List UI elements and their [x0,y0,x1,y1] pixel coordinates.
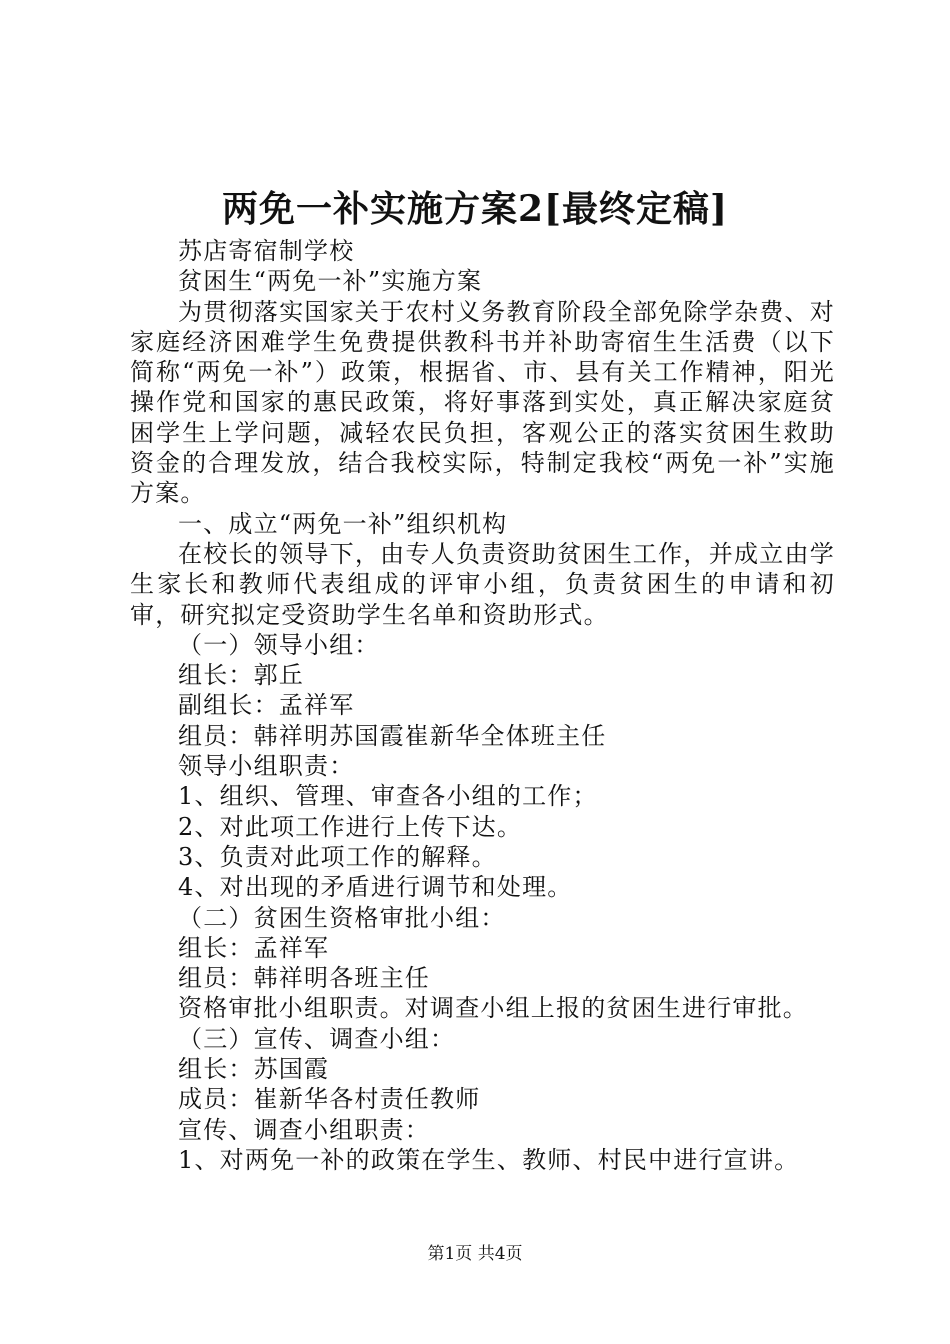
subsection-heading-leadership: （一）领导小组： [178,630,380,659]
list-item: 4、对出现的矛盾进行调节和处理。 [178,873,573,902]
list-item: 领导小组职责： [178,752,355,781]
subsection-heading-approval: （二）贫困生资格审批小组： [178,903,506,932]
list-item: 组员：韩祥明各班主任 [178,964,430,993]
section-heading-1: 一、成立“两免一补”组织机构 [178,509,508,538]
list-item: 资格审批小组职责。对调查小组上报的贫困生进行审批。 [178,994,808,1023]
list-item: 2、对此项工作进行上传下达。 [178,812,523,841]
list-item: 宣传、调查小组职责： [178,1115,430,1144]
section-1-paragraph: 在校长的领导下，由专人负责资助贫困生工作，并成立由学生家长和教师代表组成的评审小组，负责贫困生的申请和初审，研究拟定受资助学生名单和资助形式。 [130,539,835,629]
list-item: 组员：韩祥明苏国霞崔新华全体班主任 [178,721,607,750]
document-body [130,236,835,1175]
page-indicator: 第1页 共4页 [427,1244,523,1264]
list-item: 3、负责对此项工作的解释。 [178,842,497,871]
list-item: 副组长：孟祥军 [178,691,355,720]
plan-subtitle: 贫困生“两免一补”实施方案 [178,267,483,296]
list-item: 组长：孟祥军 [178,933,330,962]
list-item: 组长：苏国霞 [178,1055,330,1084]
list-item: 成员：崔新华各村责任教师 [178,1085,481,1114]
list-item: 1、对两免一补的政策在学生、教师、村民中进行宣讲。 [178,1145,800,1174]
intro-paragraph: 为贯彻落实国家关于农村义务教育阶段全部免除学杂费、对家庭经济困难学生免费提供教科书并补助寄宿生生活费（以下简称“两免一补”）政策，根据省、市、县有关工作精神，阳光操作党和国家的惠民政策，将好事落到实处，真正解决家庭贫困学生上学问题，减轻农民负担，客观公正的落实贫困生救助资金的合理发放，结合我校实际，特制定我校“两免一补”实施方案。 [130,297,835,508]
document-title: 两免一补实施方案2[最终定稿] [221,188,729,230]
list-item: 组长：郭丘 [178,661,304,690]
subsection-heading-publicity: （三）宣传、调查小组： [178,1024,456,1053]
school-name: 苏店寄宿制学校 [178,237,355,265]
list-item: 1、组织、管理、审查各小组的工作； [178,782,598,811]
